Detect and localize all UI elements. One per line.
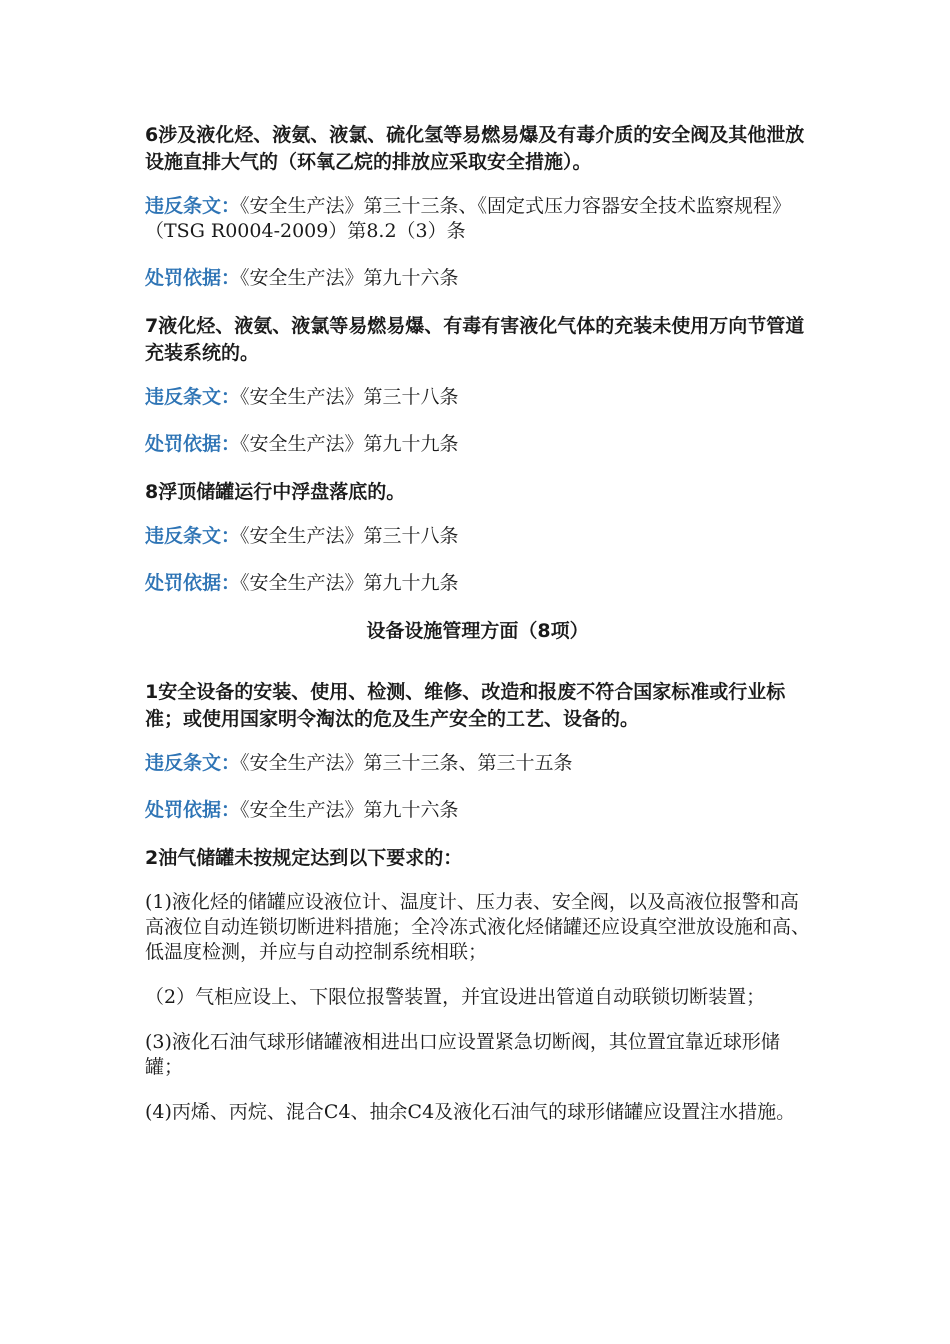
sub-item: （2）气柜应设上、下限位报警装置，并宜设进出管道自动联锁切断装置；: [145, 986, 766, 1008]
penalty-line: [145, 798, 810, 823]
item-heading: 7液化烃、液氨、液氯等易燃易爆、有毒有害液化气体的充装未使用万向节管道充装系统的。: [145, 315, 805, 364]
item-heading: 1安全设备的安装、使用、检测、维修、改造和报废不符合国家标准或行业标准；或使用国家明令淘汰的危及生产安全的工艺、设备的。: [145, 681, 786, 730]
penalty-line: [145, 571, 810, 596]
penalty-text: 《安全生产法》第九十九条: [240, 572, 459, 594]
sub-item: (3)液化石油气球形储罐液相进出口应设置紧急切断阀，其位置宜靠近球形储罐；: [145, 1031, 780, 1078]
violation-line: [145, 524, 810, 549]
violation-label: 违反条文：: [145, 525, 241, 547]
item-heading: 2油气储罐未按规定达到以下要求的：: [145, 847, 463, 869]
penalty-line: [145, 432, 810, 457]
penalty-text: 《安全生产法》第九十六条: [240, 267, 459, 289]
penalty-line: [145, 266, 810, 291]
penalty-text: 《安全生产法》第九十六条: [240, 799, 459, 821]
violation-line: [145, 385, 810, 410]
item-heading: 8浮顶储罐运行中浮盘落底的。: [145, 481, 406, 503]
penalty-label: 处罚依据：: [145, 267, 241, 289]
violation-label: 违反条文：: [145, 752, 241, 774]
item-heading: 6涉及液化烃、液氨、液氯、硫化氢等易燃易爆及有毒介质的安全阀及其他泄放设施直排大气的（环氧乙烷的排放应采取安全措施）。: [145, 124, 805, 173]
violation-text: 《安全生产法》第三十八条: [240, 386, 459, 408]
penalty-text: 《安全生产法》第九十九条: [240, 433, 459, 455]
violation-line: [145, 751, 810, 776]
penalty-label: 处罚依据：: [145, 572, 241, 594]
penalty-label: 处罚依据：: [145, 433, 241, 455]
sub-item: (4)丙烯、丙烷、混合C4、抽余C4及液化石油气的球形储罐应设置注水措施。: [145, 1101, 796, 1123]
violation-label: 违反条文：: [145, 195, 241, 217]
violation-line: [145, 194, 810, 244]
violation-text: 《安全生产法》第三十三条、《固定式压力容器安全技术监察规程》（TSG R0004-2009）第8.2（3）条: [145, 195, 792, 242]
violation-text: 《安全生产法》第三十三条、第三十五条: [240, 752, 573, 774]
sub-item: (1)液化烃的储罐应设液位计、温度计、压力表、安全阀，以及高液位报警和高高液位自动连锁切断进料措施；全冷冻式液化烃储罐还应设真空泄放设施和高、低温度检测，并应与自动控制系统相联；: [145, 891, 811, 963]
document-page: [145, 122, 810, 1145]
violation-text: 《安全生产法》第三十八条: [240, 525, 459, 547]
section-title: 设备设施管理方面（8项）: [366, 620, 589, 642]
penalty-label: 处罚依据：: [145, 799, 241, 821]
violation-label: 违反条文：: [145, 386, 241, 408]
